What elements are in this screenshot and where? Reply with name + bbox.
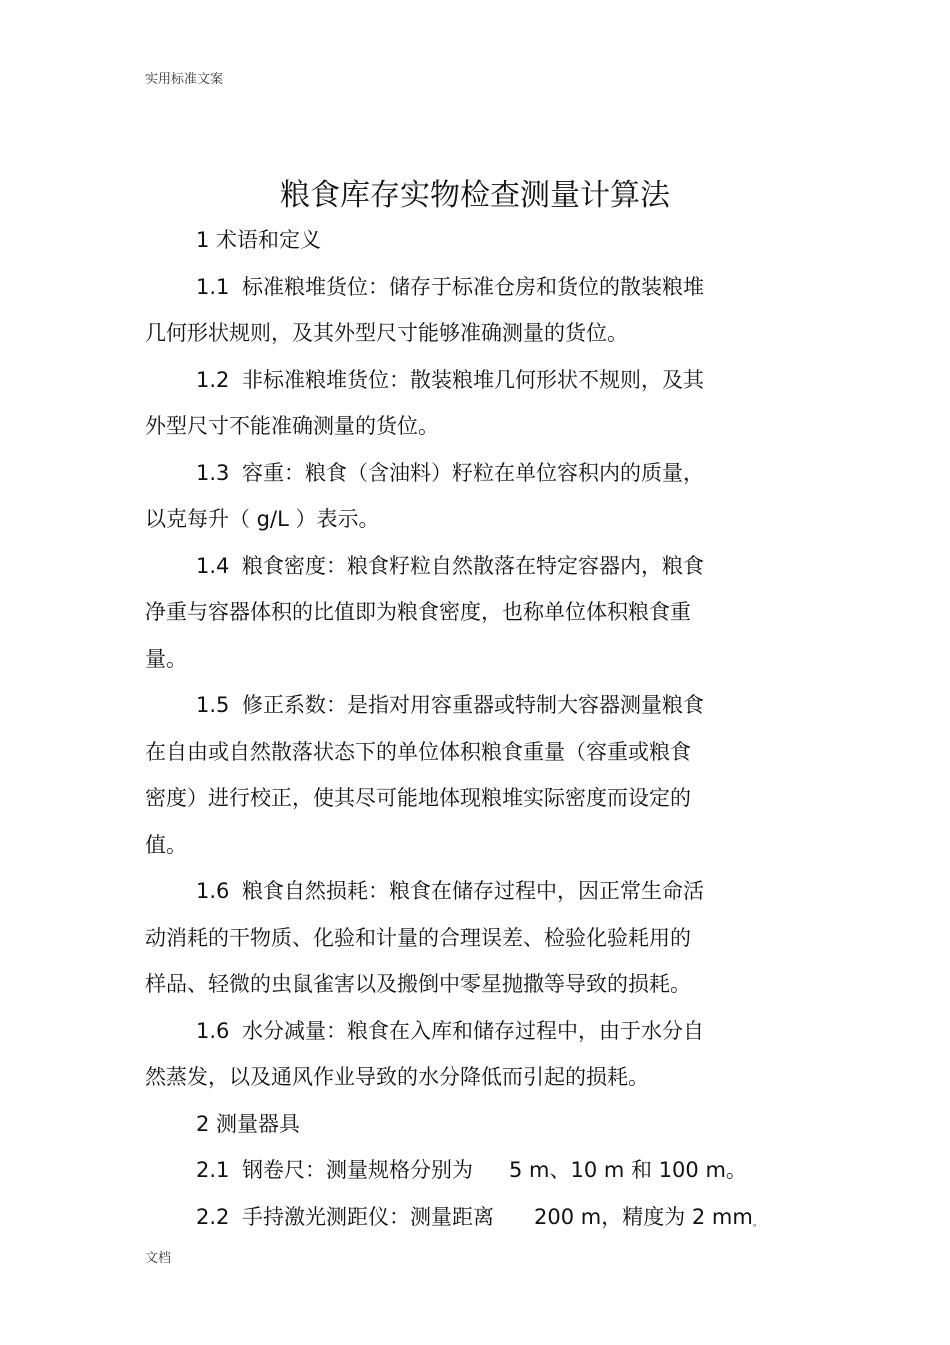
item-number: 2.2 <box>196 1204 230 1229</box>
document-title: 粮食库存实物检查测量计算法 <box>280 178 670 213</box>
paragraph-line: 然蒸发，以及通风作业导致的水分降低而引起的损耗。 <box>145 1065 649 1089</box>
paragraph-line <box>145 357 765 404</box>
paragraph-line: 密度）进行校正，使其尽可能地体现粮堆实际密度而设定的 <box>145 786 691 810</box>
paragraph-line <box>145 543 765 590</box>
paragraph-text: 非标准粮堆货位：散装粮堆几何形状不规则，及其 <box>242 367 704 392</box>
section-heading: 2 测量器具 <box>196 1111 301 1136</box>
document-body <box>145 217 765 1240</box>
paragraph-line: 净重与容器体积的比值即为粮食密度，也称单位体积粮食重 <box>145 600 691 624</box>
item-number: 1.1 <box>196 274 230 299</box>
trailing-punctuation: 。 <box>752 1217 763 1229</box>
paragraph-text: 粮食密度：粮食籽粒自然散落在特定容器内，粮食 <box>242 553 704 578</box>
item-number: 1.4 <box>196 553 230 578</box>
paragraph-text: 修正系数：是指对用容重器或特制大容器测量粮食 <box>242 693 704 717</box>
paragraph-line: 在自由或自然散落状态下的单位体积粮食重量（容重或粮食 <box>145 739 691 764</box>
paragraph-line: 动消耗的干物质、化验和计量的合理误差、检验化验耗用的 <box>145 925 691 950</box>
paragraph-line: 量。 <box>145 646 187 671</box>
paragraph-line: 样品、轻微的虫鼠雀害以及搬倒中零星抛撒等导致的损耗。 <box>145 972 691 996</box>
paragraph-text: 手持激光测距仪：测量距离 <box>242 1204 494 1229</box>
paragraph-line <box>145 1008 765 1055</box>
paragraph-line <box>145 868 765 915</box>
measurement-values: 200 m，精度为 2 mm <box>534 1204 753 1229</box>
paragraph-text: 粮食自然损耗：粮食在储存过程中，因正常生命活 <box>242 879 704 903</box>
paragraph-line: 外型尺寸不能准确测量的货位。 <box>145 414 439 438</box>
item-number: 1.2 <box>196 367 230 392</box>
paragraph-line: 以克每升（ g/L ）表示。 <box>145 507 380 531</box>
page-header: 实用标准文案 <box>145 72 224 87</box>
paragraph-text: 水分减量：粮食在入库和储存过程中，由于水分自 <box>242 1018 704 1043</box>
paragraph-line: 值。 <box>145 832 187 857</box>
page-footer: 文档 <box>145 1251 172 1266</box>
paragraph-line: 几何形状规则，及其外型尺寸能够准确测量的货位。 <box>145 321 628 345</box>
paragraph-line <box>145 1147 765 1194</box>
item-number: 1.3 <box>196 460 230 485</box>
item-number: 2.1 <box>196 1158 230 1182</box>
paragraph-text: 钢卷尺：测量规格分别为 <box>242 1158 473 1182</box>
item-number: 1.6 <box>196 879 230 903</box>
item-number: 1.6 <box>196 1018 230 1043</box>
measurement-values: 5 m、10 m 和 100 m。 <box>509 1158 747 1182</box>
paragraph-text: 标准粮堆货位：储存于标准仓房和货位的散装粮堆 <box>242 274 704 299</box>
paragraph-line <box>145 1194 765 1241</box>
item-number: 1.5 <box>196 693 230 717</box>
paragraph-line <box>145 682 765 729</box>
paragraph-line <box>145 450 765 497</box>
paragraph-text: 容重：粮食（含油料）籽粒在单位容积内的质量， <box>242 460 704 485</box>
section-heading: 1 术语和定义 <box>196 228 322 252</box>
paragraph-line <box>145 264 765 311</box>
